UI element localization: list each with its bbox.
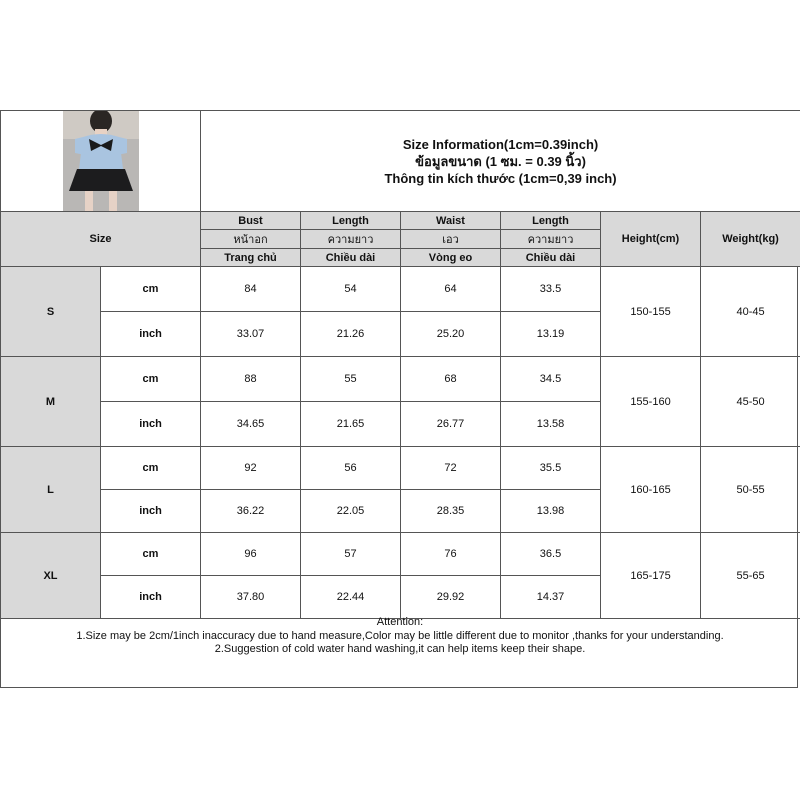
bust-value: 37.80 — [201, 576, 301, 619]
table-row — [1, 447, 800, 490]
length-value: 56 — [301, 447, 401, 490]
title-english: Size Information(1cm=0.39inch) — [402, 136, 599, 152]
length-value: 54 — [301, 267, 401, 312]
col-waist-th: เอว — [401, 230, 501, 249]
length2-value: 36.5 — [501, 533, 601, 576]
height-value: 150-155 — [601, 267, 701, 357]
length2-value: 13.58 — [501, 402, 601, 447]
bust-value: 96 — [201, 533, 301, 576]
col-length-vi: Chiều dài — [301, 249, 401, 267]
unit-label: cm — [101, 357, 201, 402]
length-value: 55 — [301, 357, 401, 402]
bust-value: 36.22 — [201, 490, 301, 533]
title-vietnamese: Thông tin kích thước (1cm=0,39 inch) — [384, 170, 617, 186]
size-label: XL — [1, 533, 101, 619]
waist-value: 76 — [401, 533, 501, 576]
attention-note-2: 2.Suggestion of cold water hand washing,it can help items keep their shape. — [214, 643, 586, 655]
unit-label: inch — [101, 402, 201, 447]
waist-value: 28.35 — [401, 490, 501, 533]
weight-value: 50-55 — [701, 447, 800, 533]
col-waist-en: Waist — [401, 212, 501, 230]
height-value: 155-160 — [601, 357, 701, 447]
bust-value: 33.07 — [201, 312, 301, 357]
size-label: L — [1, 447, 101, 533]
waist-value: 29.92 — [401, 576, 501, 619]
col-length-en: Length — [301, 212, 401, 230]
length-value: 57 — [301, 533, 401, 576]
col-length2-vi: Chiều dài — [501, 249, 601, 267]
title-thai: ข้อมูลขนาด (1 ซม. = 0.39 นิ้ว) — [415, 153, 586, 169]
length2-value: 13.19 — [501, 312, 601, 357]
col-bust-en: Bust — [201, 212, 301, 230]
length-value: 22.05 — [301, 490, 401, 533]
unit-label: inch — [101, 312, 201, 357]
col-length2-en: Length — [501, 212, 601, 230]
header-row-en — [1, 212, 800, 230]
weight-value: 55-65 — [701, 533, 800, 619]
size-chart-table — [0, 110, 800, 619]
weight-header: Weight(kg) — [701, 212, 800, 267]
col-length2-th: ความยาว — [501, 230, 601, 249]
attention-notes — [0, 616, 800, 657]
unit-label: inch — [101, 576, 201, 619]
product-photo-cell — [1, 111, 201, 212]
length2-value: 33.5 — [501, 267, 601, 312]
product-photo — [63, 111, 139, 211]
waist-value: 26.77 — [401, 402, 501, 447]
length2-value: 13.98 — [501, 490, 601, 533]
col-waist-vi: Vòng eo — [401, 249, 501, 267]
unit-label: cm — [101, 447, 201, 490]
length2-value: 14.37 — [501, 576, 601, 619]
height-value: 160-165 — [601, 447, 701, 533]
waist-value: 25.20 — [401, 312, 501, 357]
waist-value: 64 — [401, 267, 501, 312]
length2-value: 34.5 — [501, 357, 601, 402]
unit-label: inch — [101, 490, 201, 533]
bust-value: 88 — [201, 357, 301, 402]
weight-value: 45-50 — [701, 357, 800, 447]
bust-value: 92 — [201, 447, 301, 490]
unit-label: cm — [101, 533, 201, 576]
length2-value: 35.5 — [501, 447, 601, 490]
waist-value: 68 — [401, 357, 501, 402]
table-row — [1, 267, 800, 312]
height-value: 165-175 — [601, 533, 701, 619]
length-value: 21.65 — [301, 402, 401, 447]
size-label: M — [1, 357, 101, 447]
length-value: 21.26 — [301, 312, 401, 357]
length-value: 22.44 — [301, 576, 401, 619]
size-header: Size — [1, 212, 201, 267]
bust-value: 84 — [201, 267, 301, 312]
height-header: Height(cm) — [601, 212, 701, 267]
title-row — [1, 111, 800, 212]
waist-value: 72 — [401, 447, 501, 490]
col-length-th: ความยาว — [301, 230, 401, 249]
unit-label: cm — [101, 267, 201, 312]
table-row — [1, 533, 800, 576]
weight-value: 40-45 — [701, 267, 800, 357]
bust-value: 34.65 — [201, 402, 301, 447]
size-label: S — [1, 267, 101, 357]
attention-heading: Attention: — [376, 616, 424, 628]
col-bust-vi: Trang chủ — [201, 249, 301, 267]
attention-note-1: 1.Size may be 2cm/1inch inaccuracy due to hand measure,Color may be little different due to monitor ,thanks for your understanding. — [76, 629, 724, 642]
table-row — [1, 357, 800, 402]
col-bust-th: หน้าอก — [201, 230, 301, 249]
title-cell — [201, 111, 800, 212]
